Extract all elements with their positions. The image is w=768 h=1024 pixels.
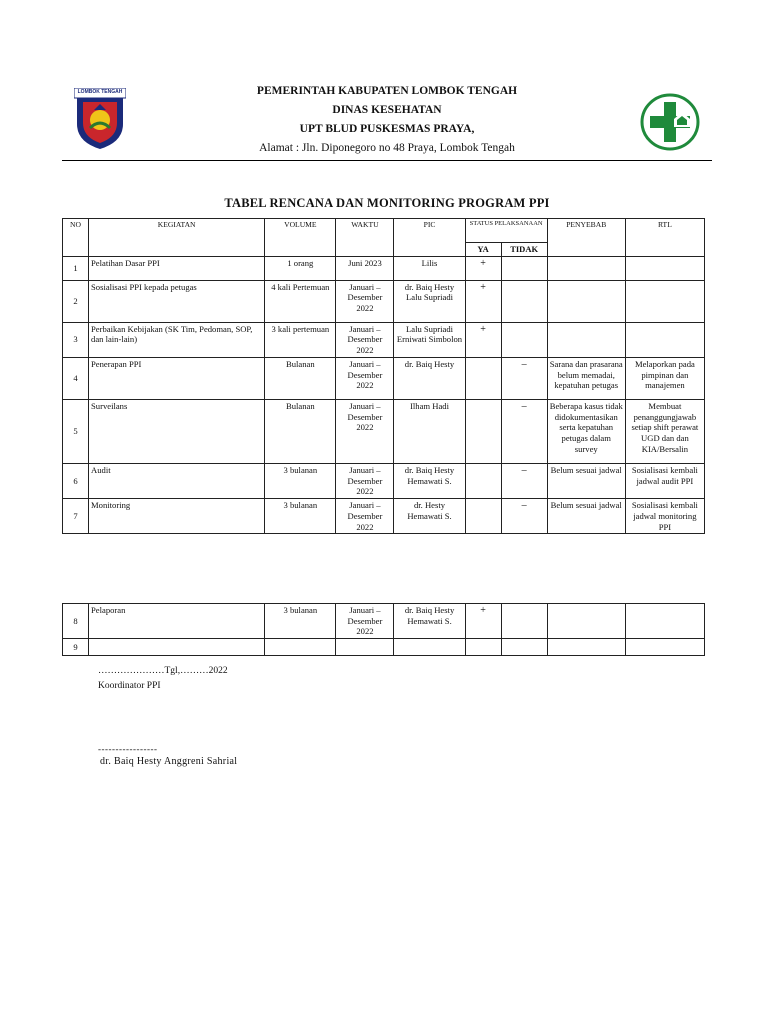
cell-pic: dr. Baiq Hesty	[394, 357, 465, 399]
cell-kegiatan	[89, 639, 265, 656]
cell-pic: Lalu Supriadi Erniwati Simbolon	[394, 322, 465, 357]
cell-volume: 3 bulanan	[265, 463, 336, 498]
header-line-3: UPT BLUD PUSKESMAS PRAYA,	[299, 123, 475, 135]
cell-waktu: Januari – Desember 2022	[336, 499, 394, 534]
cell-volume: 4 kali Pertemuan	[265, 280, 336, 322]
cell-kegiatan: Audit	[89, 463, 265, 498]
cell-ya: +	[465, 280, 501, 322]
cell-penyebab: Belum sesuai jadwal	[547, 463, 625, 498]
cell-penyebab	[547, 280, 625, 322]
cell-rtl	[625, 322, 704, 357]
cell-waktu: Januari – Desember 2022	[336, 463, 394, 498]
header-ya: YA	[465, 243, 501, 257]
cell-penyebab	[547, 322, 625, 357]
cell-waktu	[336, 639, 394, 656]
kabupaten-logo	[74, 88, 126, 150]
cell-waktu: Januari – Desember 2022	[336, 357, 394, 399]
cell-volume	[265, 639, 336, 656]
cell-kegiatan: Sosialisasi PPI kepada petugas	[89, 280, 265, 322]
table-row	[63, 399, 705, 463]
table-row	[63, 280, 705, 322]
table-row	[63, 322, 705, 357]
cell-kegiatan: Penerapan PPI	[89, 357, 265, 399]
header-divider	[62, 160, 712, 161]
cell-waktu: Januari – Desember 2022	[336, 604, 394, 639]
cell-pic: dr. Baiq Hesty Hemawati S.	[394, 463, 465, 498]
cell-ya	[465, 639, 501, 656]
cell-rtl: Membuat penanggungjawab setiap shift perawat UGD dan dan KIA/Bersalin	[625, 399, 704, 463]
cell-ya	[465, 463, 501, 498]
cell-volume: Bulanan	[265, 357, 336, 399]
cell-rtl	[625, 256, 704, 280]
cell-no: 9	[63, 639, 89, 656]
cell-no: 6	[63, 463, 89, 498]
cell-penyebab	[547, 604, 625, 639]
cell-pic: Ilham Hadi	[394, 399, 465, 463]
cell-ya: +	[465, 322, 501, 357]
cell-no: 8	[63, 604, 89, 639]
table-row	[63, 463, 705, 498]
header-kegiatan: KEGIATAN	[89, 219, 265, 257]
cell-tidak: –	[501, 499, 547, 534]
header-penyebab: PENYEBAB	[547, 219, 625, 257]
cell-no: 3	[63, 322, 89, 357]
cell-rtl	[625, 604, 704, 639]
signature-dashes: -----------------	[98, 744, 158, 754]
cell-tidak	[501, 322, 547, 357]
cell-no: 1	[63, 256, 89, 280]
table-row	[63, 357, 705, 399]
cell-volume: 1 orang	[265, 256, 336, 280]
header-line-1: PEMERINTAH KABUPATEN LOMBOK TENGAH	[256, 85, 518, 97]
header-address: Alamat : Jln. Diponegoro no 48 Praya, Lombok Tengah	[259, 142, 515, 154]
cell-volume: 3 bulanan	[265, 499, 336, 534]
cell-rtl: Sosialisasi kembali jadwal audit PPI	[625, 463, 704, 498]
cell-tidak	[501, 639, 547, 656]
cell-tidak	[501, 604, 547, 639]
cell-rtl: Sosialisasi kembali jadwal monitoring PPI	[625, 499, 704, 534]
cell-penyebab	[547, 256, 625, 280]
cell-ya	[465, 357, 501, 399]
cell-volume: 3 bulanan	[265, 604, 336, 639]
cell-penyebab	[547, 639, 625, 656]
cell-waktu: Januari – Desember 2022	[336, 322, 394, 357]
cell-kegiatan: Pelatihan Dasar PPI	[89, 256, 265, 280]
signature-role: Koordinator PPI	[98, 681, 161, 691]
cell-waktu: Januari – Desember 2022	[336, 280, 394, 322]
cell-no: 2	[63, 280, 89, 322]
table-row	[63, 256, 705, 280]
cell-pic	[394, 639, 465, 656]
table-row	[63, 604, 705, 639]
cell-volume: Bulanan	[265, 399, 336, 463]
cell-volume: 3 kali pertemuan	[265, 322, 336, 357]
cell-penyebab: Belum sesuai jadwal	[547, 499, 625, 534]
signature-date: …………………Tgl,………2022	[98, 666, 228, 676]
cell-penyebab: Beberapa kasus tidak didokumentasikan serta kepatuhan petugas dalam survey	[547, 399, 625, 463]
program-table-continued	[62, 603, 705, 656]
header-rtl: RTL	[625, 219, 704, 257]
cell-no: 7	[63, 499, 89, 534]
cell-penyebab: Sarana dan prasarana belum memadai, kepatuhan petugas	[547, 357, 625, 399]
cell-pic: dr. Hesty Hemawati S.	[394, 499, 465, 534]
cell-kegiatan: Perbaikan Kebijakan (SK Tim, Pedoman, SOP, dan lain-lain)	[89, 322, 265, 357]
cell-pic: Lilis	[394, 256, 465, 280]
cell-no: 5	[63, 399, 89, 463]
header-tidak: TIDAK	[501, 243, 547, 257]
cell-rtl	[625, 639, 704, 656]
cell-tidak: –	[501, 357, 547, 399]
cell-pic: dr. Baiq Hesty Lalu Supriadi	[394, 280, 465, 322]
header-status: STATUS PELAKSANAAN	[465, 219, 547, 243]
cell-ya: +	[465, 256, 501, 280]
table-row	[63, 499, 705, 534]
cell-kegiatan: Pelaporan	[89, 604, 265, 639]
cell-kegiatan: Surveilans	[89, 399, 265, 463]
header-volume: VOLUME	[265, 219, 336, 257]
page-title: TABEL RENCANA DAN MONITORING PROGRAM PPI	[224, 196, 550, 210]
signature-name: dr. Baiq Hesty Anggreni Sahrial	[100, 756, 238, 767]
program-table	[62, 218, 705, 534]
header-pic: PIC	[394, 219, 465, 257]
header-line-2: DINAS KESEHATAN	[332, 104, 442, 116]
cell-waktu: Januari – Desember 2022	[336, 399, 394, 463]
cell-tidak	[501, 280, 547, 322]
cell-kegiatan: Monitoring	[89, 499, 265, 534]
cell-tidak: –	[501, 463, 547, 498]
cell-rtl: Melaporkan pada pimpinan dan manajemen	[625, 357, 704, 399]
header-waktu: WAKTU	[336, 219, 394, 257]
cell-waktu: Juni 2023	[336, 256, 394, 280]
logo-caption: LOMBOK TENGAH	[77, 89, 123, 95]
cell-tidak: –	[501, 399, 547, 463]
cell-ya	[465, 399, 501, 463]
cell-no: 4	[63, 357, 89, 399]
cell-pic: dr. Baiq Hesty Hemawati S.	[394, 604, 465, 639]
header-no: NO	[63, 219, 89, 257]
cell-ya: +	[465, 604, 501, 639]
table-row	[63, 639, 705, 656]
cell-tidak	[501, 256, 547, 280]
cell-ya	[465, 499, 501, 534]
cell-rtl	[625, 280, 704, 322]
